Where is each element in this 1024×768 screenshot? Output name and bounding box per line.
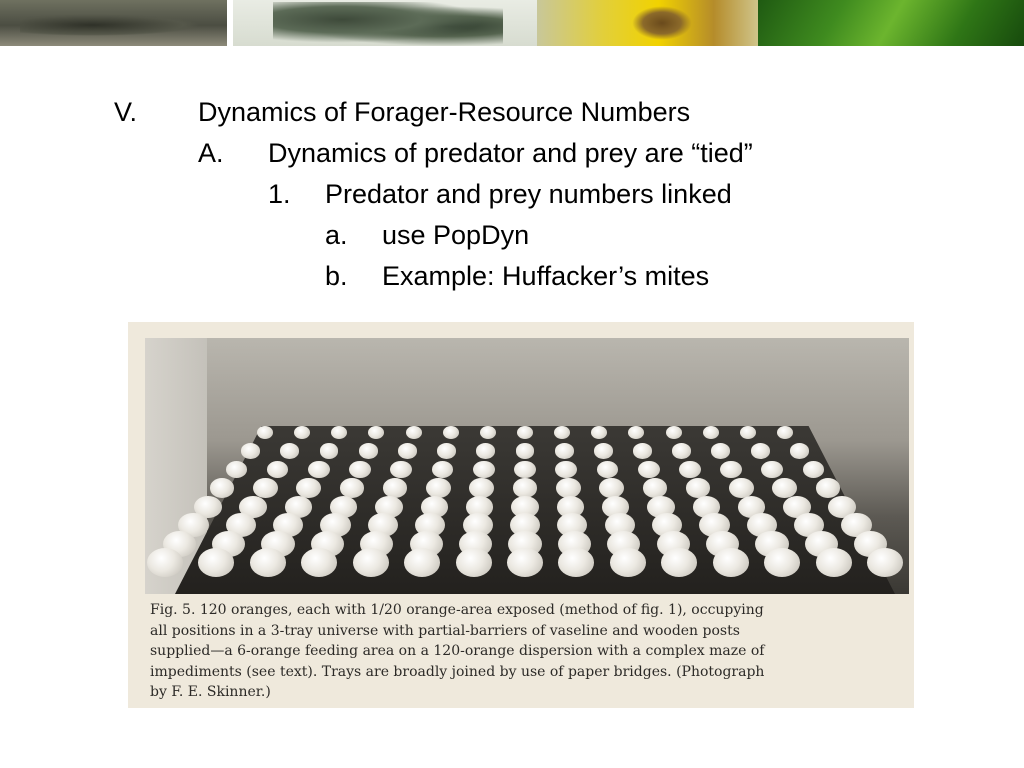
orange xyxy=(507,548,543,577)
orange xyxy=(643,478,668,498)
orange xyxy=(406,426,422,439)
orange xyxy=(437,443,456,458)
orange xyxy=(241,443,260,458)
orange xyxy=(443,426,459,439)
outline-item-b xyxy=(325,256,710,296)
caption-line: impediments (see text). Trays are broadly joined by use of paper bridges. (Photograph xyxy=(150,663,765,680)
section-marker: V. xyxy=(114,97,138,127)
orange xyxy=(280,443,299,458)
orange xyxy=(517,426,533,439)
orange xyxy=(638,461,660,478)
orange xyxy=(513,478,538,498)
orange xyxy=(633,443,652,458)
orange xyxy=(147,548,183,577)
orange xyxy=(426,478,451,498)
item-a-text: use PopDyn xyxy=(382,220,530,250)
item-b-text: Example: Huffacker’s mites xyxy=(382,261,710,291)
orange xyxy=(556,478,581,498)
orange xyxy=(751,443,770,458)
orange xyxy=(257,426,273,439)
orange xyxy=(713,548,749,577)
orange xyxy=(294,426,310,439)
orange xyxy=(764,548,800,577)
orange xyxy=(816,548,852,577)
orange xyxy=(591,426,607,439)
orange xyxy=(308,461,330,478)
orange xyxy=(666,426,682,439)
orange xyxy=(599,478,624,498)
orange xyxy=(301,548,337,577)
orange xyxy=(661,548,697,577)
item-1-text: Predator and prey numbers linked xyxy=(325,179,732,209)
orange xyxy=(250,548,286,577)
orange xyxy=(404,548,440,577)
orange xyxy=(555,443,574,458)
orange xyxy=(456,548,492,577)
orange xyxy=(790,443,809,458)
orange xyxy=(210,478,235,498)
orange xyxy=(473,461,495,478)
orange xyxy=(296,478,321,498)
orange xyxy=(672,443,691,458)
figure-caption xyxy=(150,600,910,703)
outline-sub-a xyxy=(198,133,753,173)
orange xyxy=(720,461,742,478)
orange xyxy=(398,443,417,458)
outline-item-1 xyxy=(268,174,732,214)
outline-item-a xyxy=(325,215,530,255)
orange xyxy=(594,443,613,458)
orange xyxy=(558,548,594,577)
orange xyxy=(554,426,570,439)
orange xyxy=(480,426,496,439)
caption-line: Fig. 5. 120 oranges, each with 1/20 orange-area exposed (method of fig. 1), occupying xyxy=(150,602,764,618)
item-b-marker: b. xyxy=(325,261,348,291)
slide-outline xyxy=(0,0,1024,300)
orange xyxy=(777,426,793,439)
orange xyxy=(711,443,730,458)
item-a-marker: a. xyxy=(325,220,348,250)
orange xyxy=(679,461,701,478)
orange xyxy=(686,478,711,498)
sub-a-text: Dynamics of predator and prey are “tied” xyxy=(268,138,753,168)
orange xyxy=(740,426,756,439)
caption-line: by F. E. Skinner.) xyxy=(150,684,271,700)
orange xyxy=(703,426,719,439)
orange xyxy=(729,478,754,498)
orange xyxy=(349,461,371,478)
section-title: Dynamics of Forager-Resource Numbers xyxy=(198,97,691,127)
orange xyxy=(331,426,347,439)
scanned-figure xyxy=(128,322,914,708)
orange xyxy=(198,548,234,577)
outline-section xyxy=(114,92,691,132)
caption-line: all positions in a 3-tray universe with partial-barriers of vaseline and wooden posts xyxy=(150,622,740,639)
orange xyxy=(253,478,278,498)
orange xyxy=(610,548,646,577)
orange xyxy=(340,478,365,498)
item-1-marker: 1. xyxy=(268,179,291,209)
orange xyxy=(476,443,495,458)
orange xyxy=(469,478,494,498)
orange xyxy=(359,443,378,458)
orange xyxy=(516,443,535,458)
orange xyxy=(320,443,339,458)
oranges-tray-photo xyxy=(145,338,909,594)
caption-line: supplied—a 6-orange feeding area on a 120-orange dispersion with a complex maze of xyxy=(150,643,765,659)
orange xyxy=(867,548,903,577)
sub-a-marker: A. xyxy=(198,138,224,168)
orange xyxy=(514,461,536,478)
orange xyxy=(353,548,389,577)
orange xyxy=(772,478,797,498)
orange xyxy=(816,478,841,498)
